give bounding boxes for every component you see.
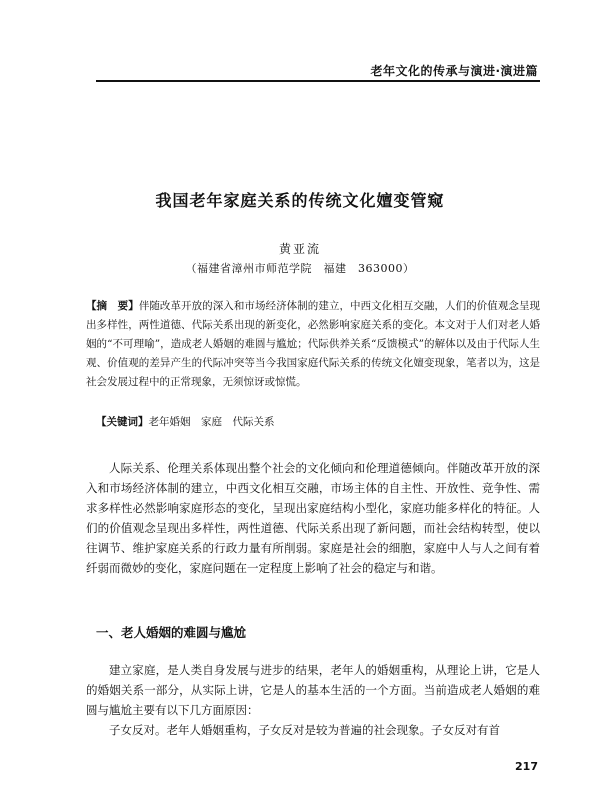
keywords-text: 老年婚姻 家庭 代际关系 [148, 416, 275, 428]
section-paragraph: 建立家庭，是人类自身发展与进步的结果，老年人的婚姻重构，从理论上讲，它是人的婚姻关系一部分，从实际上讲，它是人的基本生活的一个方面。当前造成老人婚姻的难圆与尴尬主要有以下几方面原因： [86, 663, 540, 717]
keywords-block [96, 413, 540, 432]
abstract-label: 【摘 要】 [86, 300, 139, 312]
page-number: 217 [515, 760, 538, 773]
author-name: 黄亚流 [278, 242, 321, 256]
running-header: 老年文化的传承与演进·演进篇 [370, 64, 538, 78]
intro-paragraph: 人际关系、伦理关系体现出整个社会的文化倾向和伦理道德倾向。伴随改革开放的深入和市场经济体制的建立，中西文化相互交融，市场主体的自主性、开放性、竞争性、需求多样性必然影响家庭形态的变化，呈现出家庭结构小型化，家庭功能多样化的特征。人们的价值观念呈现出多样性，两性道德、代际关系出现了新问题，而社会结构转型，使以往调节、维护家庭关系的行政力量有所削弱。家庭是社会的细胞，家庭中人与人之间有着纤弱而微妙的变化，家庭问题在一定程度上影响了社会的稳定与和谐。 [86, 461, 540, 575]
abstract-text: 伴随改革开放的深入和市场经济体制的建立，中西文化相互交融，人们的价值观念呈现出多样性，两性道德、代际关系出现的新变化，必然影响家庭关系的变化。本文对于人们对老人婚姻的“不可理喻”，造成老人婚姻的难圆与尴尬；代际供养关系“反馈模式”的解体以及由于代际人生观、价值观的差异产生的代际冲突等当今我国家庭代际关系的传统文化嬗变现象，笔者以为，这是社会发展过程中的正常现象，无须惊讶或惊慌。 [86, 300, 541, 388]
section-heading: 一、老人婚姻的难圆与尴尬 [96, 625, 247, 640]
section-paragraph-continued: 子女反对。老年人婚姻重构，子女反对是较为普遍的社会现象。子女反对有首 [109, 723, 500, 737]
header-rule [96, 80, 540, 82]
abstract-block [86, 297, 540, 392]
article-title: 我国老年家庭关系的传统文化嬗变管窥 [155, 191, 445, 210]
keywords-label: 【关键词】 [96, 416, 149, 428]
author-affiliation: （福建省漳州市师范学院 福建 363000） [185, 262, 415, 275]
